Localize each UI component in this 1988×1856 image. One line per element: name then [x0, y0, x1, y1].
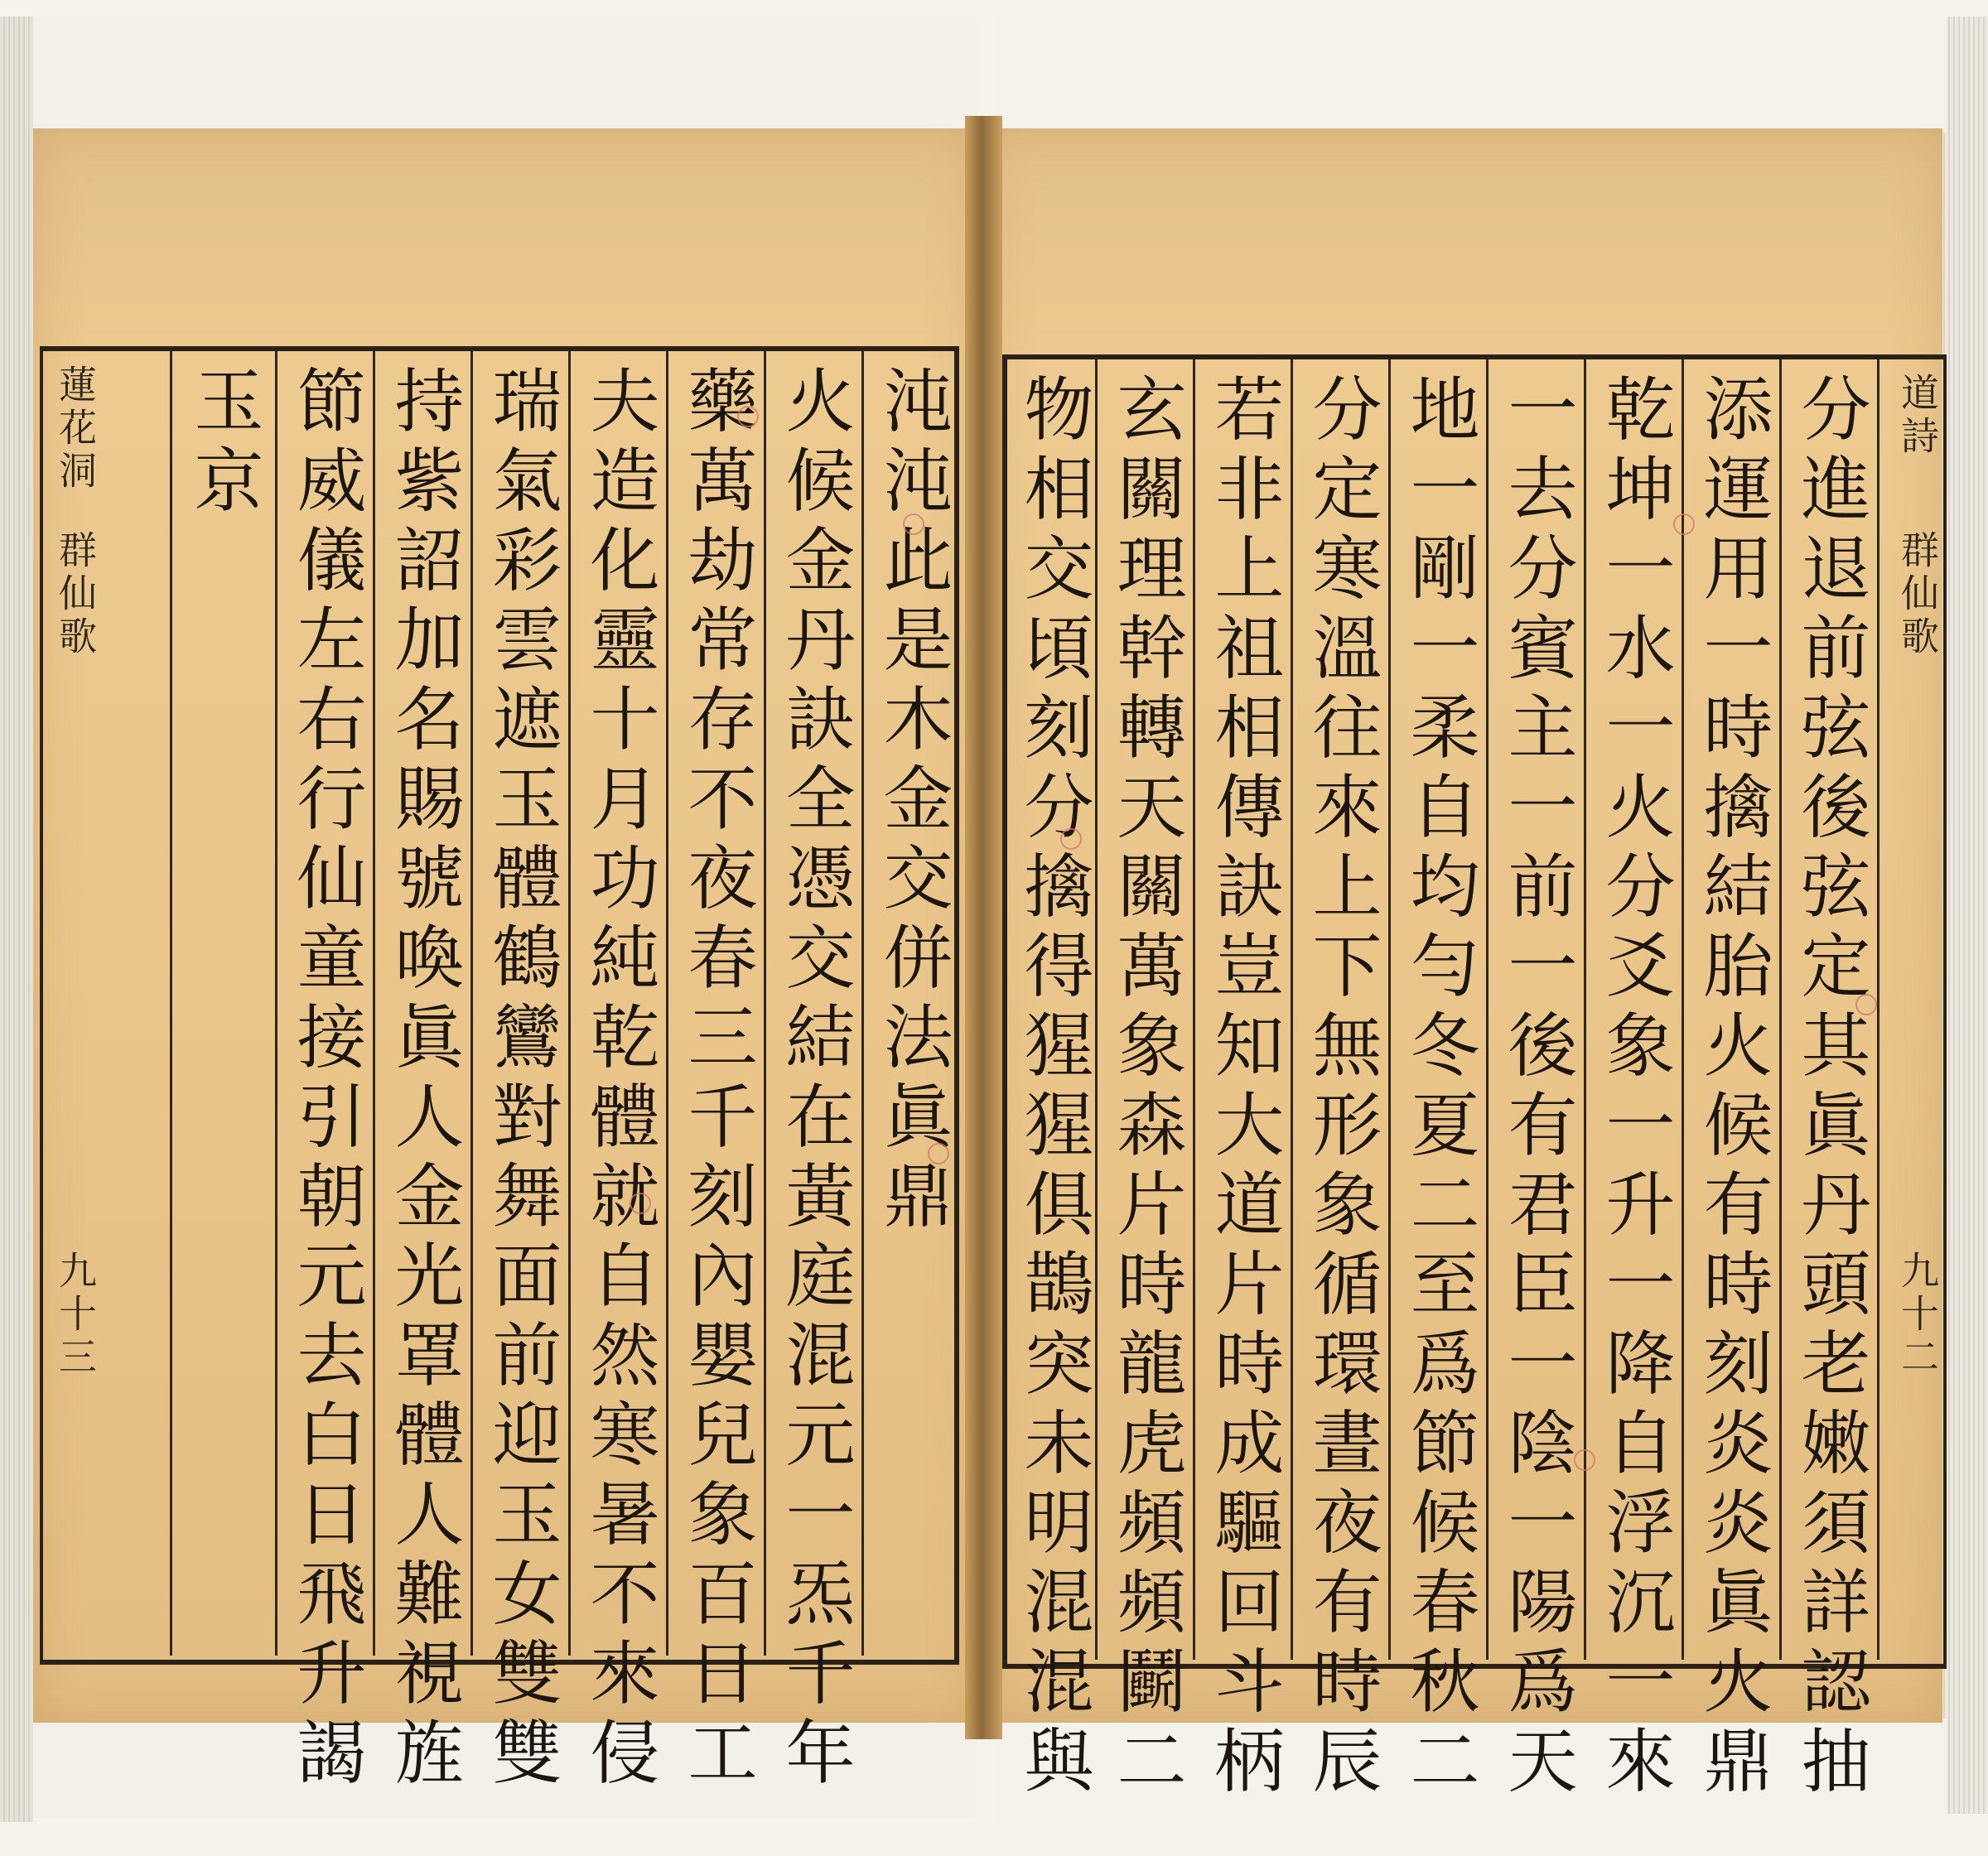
- paper-margin-top-right: [994, 12, 1947, 133]
- column-rule: [1486, 359, 1489, 1660]
- punctuation-circle-mark: [903, 513, 924, 535]
- column-rule: [764, 351, 766, 1656]
- column-rule: [1877, 359, 1879, 1660]
- column-rule: [861, 351, 864, 1656]
- column-rule: [470, 351, 473, 1656]
- text-column: 節威儀左右行仙童接引朝元去白日飛升謁: [286, 364, 367, 1796]
- text-column: 瑞氣彩雲遮玉體鶴鸞對舞面前迎玉女雙雙: [481, 364, 562, 1796]
- text-column: 分定寒溫往來上下無形象循環晝夜有時辰: [1301, 373, 1382, 1804]
- book-gutter: [965, 116, 1002, 1739]
- punctuation-circle-mark: [1060, 828, 1082, 850]
- punctuation-circle-mark: [630, 1193, 651, 1214]
- punctuation-circle-mark: [1855, 994, 1877, 1015]
- page-stack-left: [0, 17, 33, 1822]
- left-margin-title: 蓮花洞: [53, 364, 98, 494]
- right-margin-page-number: 九十二: [1895, 1251, 1940, 1380]
- column-rule: [170, 351, 172, 1656]
- column-rule: [1779, 359, 1782, 1660]
- text-column: 一去分賓主一前一後有君臣一陰一陽爲天: [1497, 373, 1578, 1804]
- punctuation-circle-mark: [1574, 1449, 1595, 1471]
- text-column: 乾坤一水一火分爻象一升一降自浮沉一來: [1595, 373, 1676, 1804]
- text-column: 持紫詔加名賜號喚眞人金光罩體人難視旌: [384, 364, 465, 1796]
- punctuation-circle-mark: [1673, 513, 1695, 535]
- punctuation-circle-mark: [737, 406, 759, 427]
- column-rule: [1193, 359, 1195, 1660]
- column-rule: [1682, 359, 1684, 1660]
- paper-margin-top-left: [33, 17, 977, 133]
- text-column: 藥萬劫常存不夜春三千刻內嬰兒象百日工: [677, 364, 758, 1796]
- column-rule: [568, 351, 571, 1656]
- text-column: 若非上祖相傳訣豈知大道片時成驅回斗柄: [1204, 373, 1285, 1804]
- text-column: 地一剛一柔自均勻冬夏二至爲節候春秋二: [1399, 373, 1480, 1804]
- text-column: 沌沌此是木金交併法眞鼎: [872, 364, 953, 1239]
- text-column: 玉京: [183, 364, 264, 523]
- column-rule: [1291, 359, 1293, 1660]
- left-margin-subtitle: 群仙歌: [53, 530, 98, 659]
- text-column: 添運用一時擒結胎火候有時刻炎炎眞火鼎: [1692, 373, 1773, 1804]
- column-rule: [1388, 359, 1391, 1660]
- column-rule: [275, 351, 277, 1656]
- column-rule: [666, 351, 668, 1656]
- right-margin-title: 道詩: [1895, 373, 1940, 459]
- text-column: 火候金丹訣全憑交結在黃庭混元一炁千年: [774, 364, 856, 1796]
- punctuation-circle-mark: [928, 1143, 949, 1164]
- text-column: 分進退前弦後弦定其眞丹頭老嫩須詳認抽: [1790, 373, 1871, 1804]
- column-rule: [373, 351, 375, 1656]
- text-column: 夫造化靈十月功純乾體就自然寒暑不來侵: [579, 364, 660, 1796]
- left-margin-page-number: 九十三: [53, 1251, 98, 1380]
- text-column: 物相交頃刻分擒得猩猩俱鵲突未明混混與: [1013, 373, 1094, 1804]
- text-column: 玄關理幹轉天關萬象森片時龍虎頻頻鬬二: [1106, 373, 1187, 1804]
- right-margin-subtitle: 群仙歌: [1895, 530, 1940, 659]
